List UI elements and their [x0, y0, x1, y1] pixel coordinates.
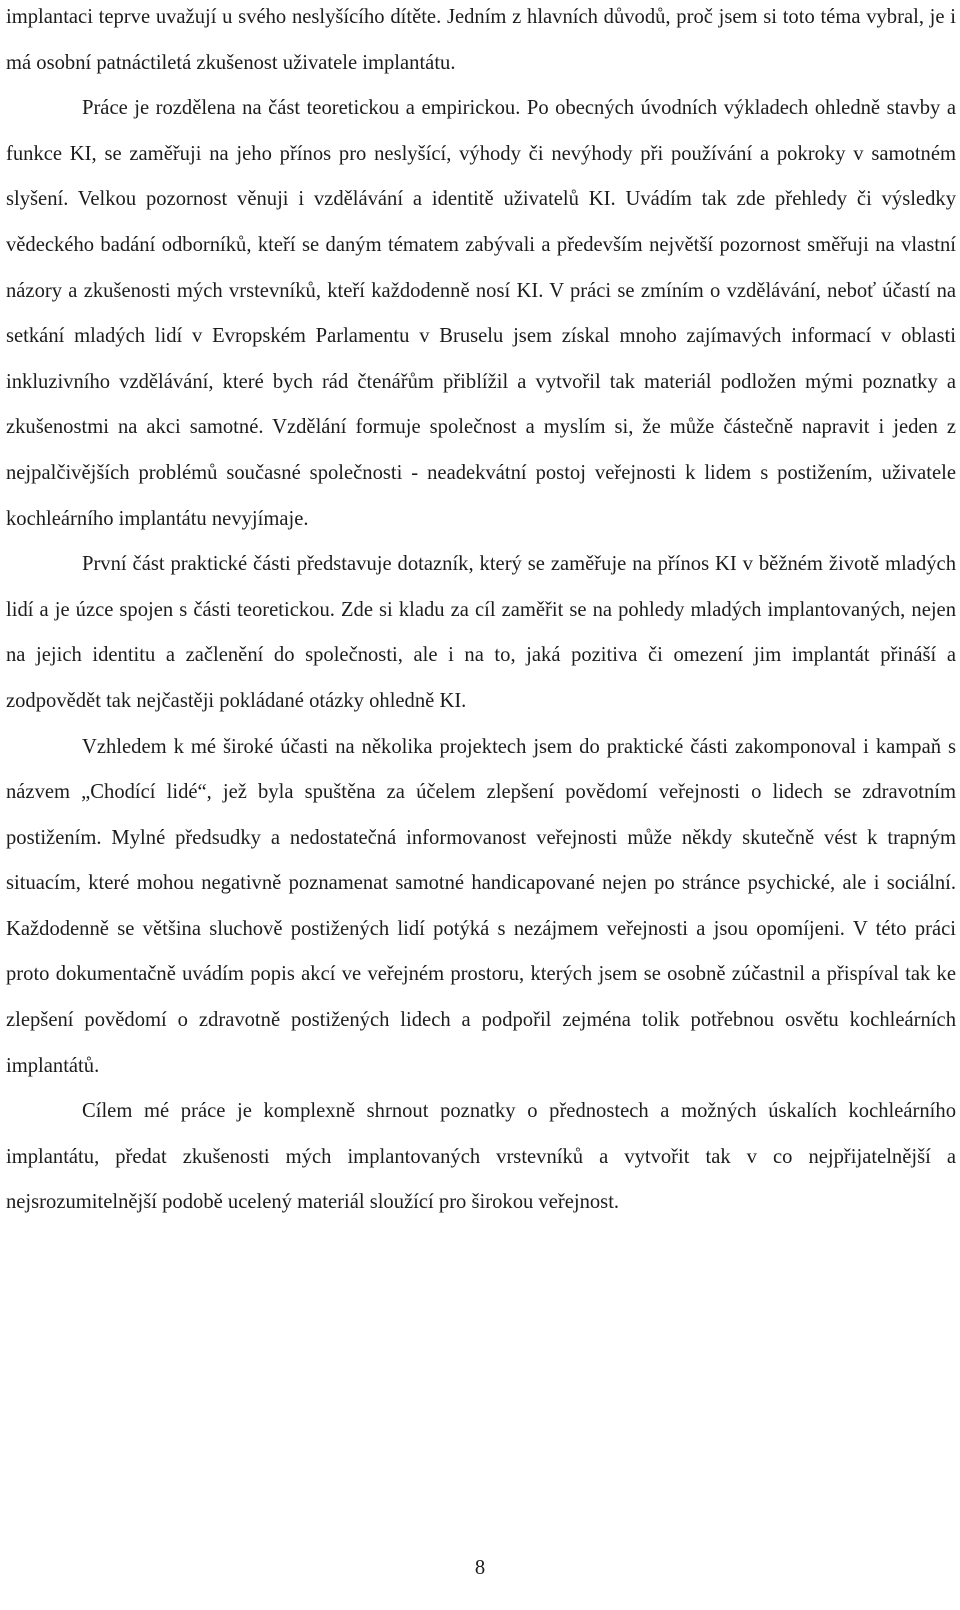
paragraph: První část praktické části představuje dotazník, který se zaměřuje na přínos KI v běžném životě mladých lidí a je úzce spojen s části teoretickou. Zde si kladu za cíl zaměřit se na pohledy mladých implantovaných, nejen na jejich identitu a začlenění do společnosti, ale i na to, jaká pozitiva či omezení jim implantát přináší a zodpovědět tak nejčastěji pokládané otázky ohledně KI.: [6, 553, 956, 712]
paragraph: implantaci teprve uvažují u svého neslyšícího dítěte. Jedním z hlavních důvodů, proč jsem si toto téma vybral, je i má osobní patnáctiletá zkušenost uživatele implantátu.: [6, 6, 956, 74]
paragraph: Cílem mé práce je komplexně shrnout poznatky o přednostech a možných úskalích kochleárního implantátu, předat zkušenosti mých implantovaných vrstevníků a vytvořit tak v co nejpřijatelnější a nejsrozumitelnější podobě ucelený materiál sloužící pro širokou veřejnost.: [6, 1100, 956, 1214]
page-number: 8: [474, 1557, 486, 1579]
paragraph: Vzhledem k mé široké účasti na několika projektech jsem do praktické části zakomponoval i kampaň s názvem „Chodící lidé“, jež byla spuštěna za účelem zlepšení povědomí veřejnosti o lidech se zdravotním postižením. Mylné předsudky a nedostatečná informovanost veřejnosti může někdy skutečně vést k trapným situacím, které mohou negativně poznamenat samotné handicapované nejen po stránce psychické, ale i sociální. Každodenně se většina sluchově postižených lidí potýká s nezájmem veřejnosti a jsou opomíjeni. V této práci proto dokumentačně uvádím popis akcí ve veřejném prostoru, kterých jsem se osobně zúčastnil a přispíval tak ke zlepšení povědomí o zdravotně postižených lidech a podpořil zejména tolik potřebnou osvětu kochleárních implantátů.: [6, 735, 956, 1077]
paragraph: Práce je rozdělena na část teoretickou a empirickou. Po obecných úvodních výkladech ohledně stavby a funkce KI, se zaměřuji na jeho přínos pro neslyšící, výhody či nevýhody při používání a pokroky v samotném slyšení. Velkou pozornost věnuji i vzdělávání a identitě uživatelů KI. Uvádím tak zde přehledy či výsledky vědeckého badání odborníků, kteří se daným tématem zabývali a především největší pozornost směřuji na vlastní názory a zkušenosti mých vrstevníků, kteří každodenně nosí KI. V práci se zmíním o vzdělávání, neboť účastí na setkání mladých lidí v Evropském Parlamentu v Bruselu jsem získal mnoho zajímavých informací v oblasti inkluzivního vzdělávání, které bych rád čtenářům přiblížil a vytvořil tak materiál podložen mými poznatky a zkušenostmi na akci samotné. Vzdělání formuje společnost a myslím si, že může částečně napravit i jeden z nejpalčivějších problémů současné společnosti - neadekvátní postoj veřejnosti k lidem s postižením, uživatele kochleárního implantátu nevyjímaje.: [6, 97, 956, 530]
